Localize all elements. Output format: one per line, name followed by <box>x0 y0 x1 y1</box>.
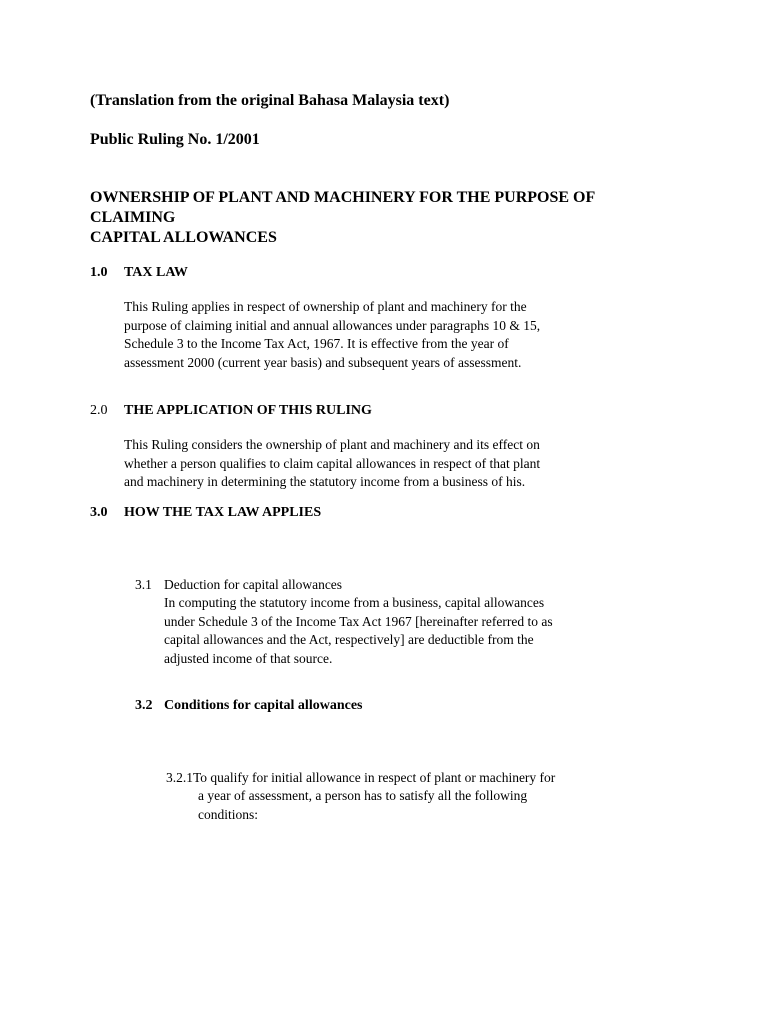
subsection-3-1-heading: Deduction for capital allowances <box>164 577 343 592</box>
subsection-3-2-1-first-line: To qualify for initial allowance in respect of plant or machinery for <box>193 770 556 785</box>
section-2-body: This Ruling considers the ownership of plant and machinery and its effect on whether a person qualifies to claim capital allowances in respect of that plant and machinery in determining the statutory income from a business of his. <box>124 437 541 489</box>
subsection-3-2-1-line-1 <box>166 770 555 786</box>
document-title-line-3: CAPITAL ALLOWANCES <box>90 229 277 246</box>
subsection-3-1-body: In computing the statutory income from a business, capital allowances under Schedule 3 of the Income Tax Act 1967 [hereinafter referred to as capital allowances and the Act, respectively] are deductible from the adjusted income of that source. <box>164 595 553 666</box>
section-1-body: This Ruling applies in respect of ownership of plant and machinery for the purpose of claiming initial and annual allowances under paragraphs 10 & 15, Schedule 3 to the Income Tax Act, 1967. It is effective from the year of assessment 2000 (current year basis) and subsequent years of assessment. <box>124 299 541 370</box>
subsection-3-2-number: 3.2 <box>135 698 153 713</box>
subsection-3-1-number: 3.1 <box>135 577 152 592</box>
section-2-heading: THE APPLICATION OF THIS RULING <box>124 403 372 418</box>
section-1-heading: TAX LAW <box>124 265 188 280</box>
subsection-3-2-1-number: 3.2.1 <box>166 770 193 785</box>
section-3-number: 3.0 <box>90 505 108 520</box>
section-1-number: 1.0 <box>90 265 108 280</box>
subsection-3-2-1-body: a year of assessment, a person has to satisfy all the following conditions: <box>198 788 528 822</box>
section-3-heading: HOW THE TAX LAW APPLIES <box>124 505 322 520</box>
ruling-number: Public Ruling No. 1/2001 <box>90 131 260 148</box>
translation-note: (Translation from the original Bahasa Malaysia text) <box>90 92 450 109</box>
document-title-line-1: OWNERSHIP OF PLANT AND MACHINERY FOR THE PURPOSE OF <box>90 189 596 206</box>
subsection-3-2-heading: Conditions for capital allowances <box>164 698 363 713</box>
section-2-number: 2.0 <box>90 403 108 418</box>
document-title-line-2: CLAIMING <box>90 209 176 226</box>
